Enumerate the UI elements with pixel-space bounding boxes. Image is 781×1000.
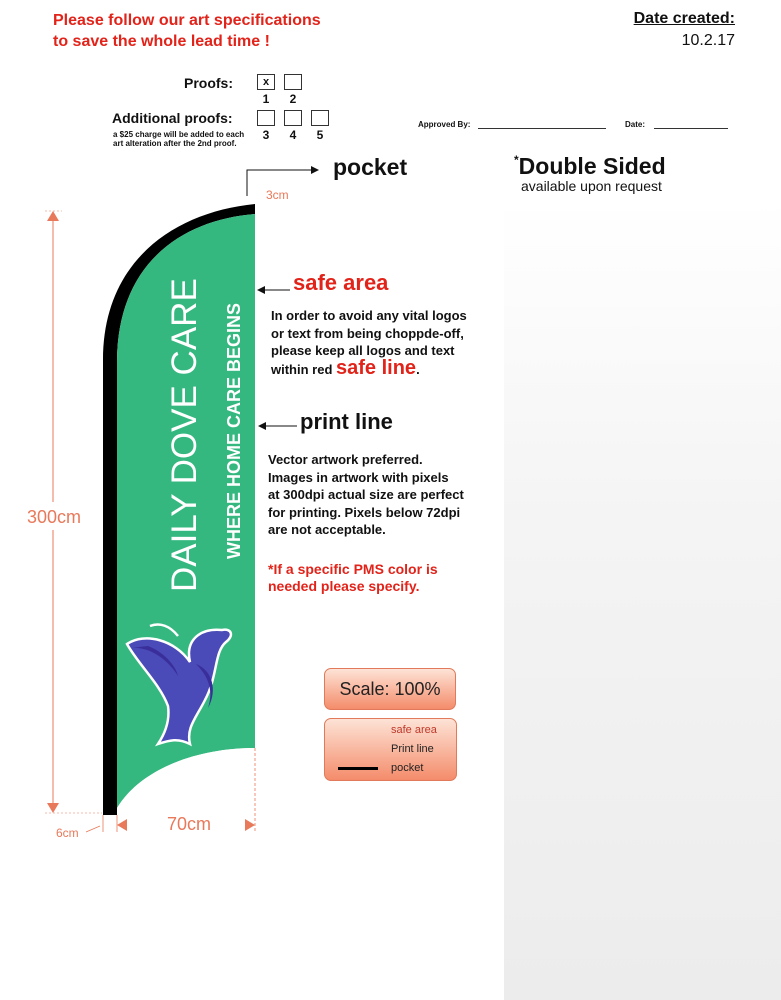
legend-safe-area: safe area: [391, 724, 437, 736]
proof-charge-note: a $25 charge will be added to each art alteration after the 2nd proof.: [113, 130, 245, 148]
double-sided-asterisk: *: [514, 153, 519, 167]
safe-area-line-3: please keep all logos and text: [271, 343, 455, 358]
pocket-heading: pocket: [333, 154, 408, 180]
print-line-text-5: are not acceptable.: [268, 522, 386, 537]
safe-area-line-1: In order to avoid any vital logos: [271, 308, 467, 323]
proof-1-number: 1: [262, 92, 270, 106]
print-line-text-3: at 300dpi actual size are perfect: [268, 487, 464, 502]
pms-note-line-1: *If a specific PMS color is: [268, 561, 438, 577]
height-dim-text: 300cm: [26, 507, 82, 527]
pole-base: [103, 811, 117, 815]
safe-line-highlight: safe line: [336, 356, 417, 379]
warning-line-2: to save the whole lead time !: [53, 33, 270, 50]
proof-4-number: 4: [289, 128, 297, 142]
pole-dim-text: 6cm: [56, 826, 79, 840]
safe-area-line-4: within red: [271, 361, 333, 377]
date-created-label: Date created:: [633, 10, 735, 27]
pms-note: [268, 561, 498, 595]
safe-area-period: .: [416, 361, 420, 377]
date-created-value: 10.2.17: [681, 32, 735, 49]
height-dim-arrow-top: [47, 211, 59, 221]
legend-print-line: Print line: [391, 743, 434, 755]
width-dim-arrow-right: [245, 819, 255, 831]
legend-pocket-swatch: [338, 767, 378, 770]
proof-1-checkbox[interactable]: x: [257, 74, 275, 90]
approval-date-label: Date:: [625, 120, 646, 129]
proof-2-number: 2: [289, 92, 297, 106]
safe-area-heading: safe area: [293, 270, 389, 295]
width-dim-arrow-left: [117, 819, 127, 831]
print-line-heading: print line: [300, 409, 393, 434]
additional-proofs-label: Additional proofs:: [112, 110, 233, 126]
pocket-dim-text: 3cm: [266, 188, 289, 202]
print-line-text-2: Images in artwork with pixels: [268, 469, 449, 485]
safe-area-text: [271, 307, 501, 378]
print-line-text-4: for printing. Pixels below 72dpi: [268, 504, 461, 520]
width-dim-text: 70cm: [166, 814, 212, 834]
warning-line-1: Please follow our art specifications: [53, 12, 321, 29]
print-line-text: [268, 451, 498, 539]
pms-note-line-2: needed please specify.: [268, 578, 420, 594]
flag-title: DAILY DOVE CARE: [165, 278, 204, 592]
height-dim-arrow-bottom: [47, 803, 59, 813]
legend-box: [324, 718, 457, 781]
proof-3-number: 3: [262, 128, 270, 142]
proof-5-number: 5: [316, 128, 324, 142]
double-sided-label: Double Sided: [518, 153, 666, 179]
flag-tagline: WHERE HOME CARE BEGINS: [224, 302, 244, 559]
print-line-text-1: Vector artwork preferred.: [268, 452, 423, 467]
scale-badge: Scale: 100%: [324, 668, 456, 710]
safe-area-line-2: or text from being choppde-off,: [271, 325, 464, 341]
approved-by-label: Approved By:: [418, 120, 471, 129]
double-sided-note: available upon request: [521, 178, 662, 194]
legend-pocket: pocket: [391, 762, 424, 774]
proofs-label: Proofs:: [184, 75, 233, 91]
